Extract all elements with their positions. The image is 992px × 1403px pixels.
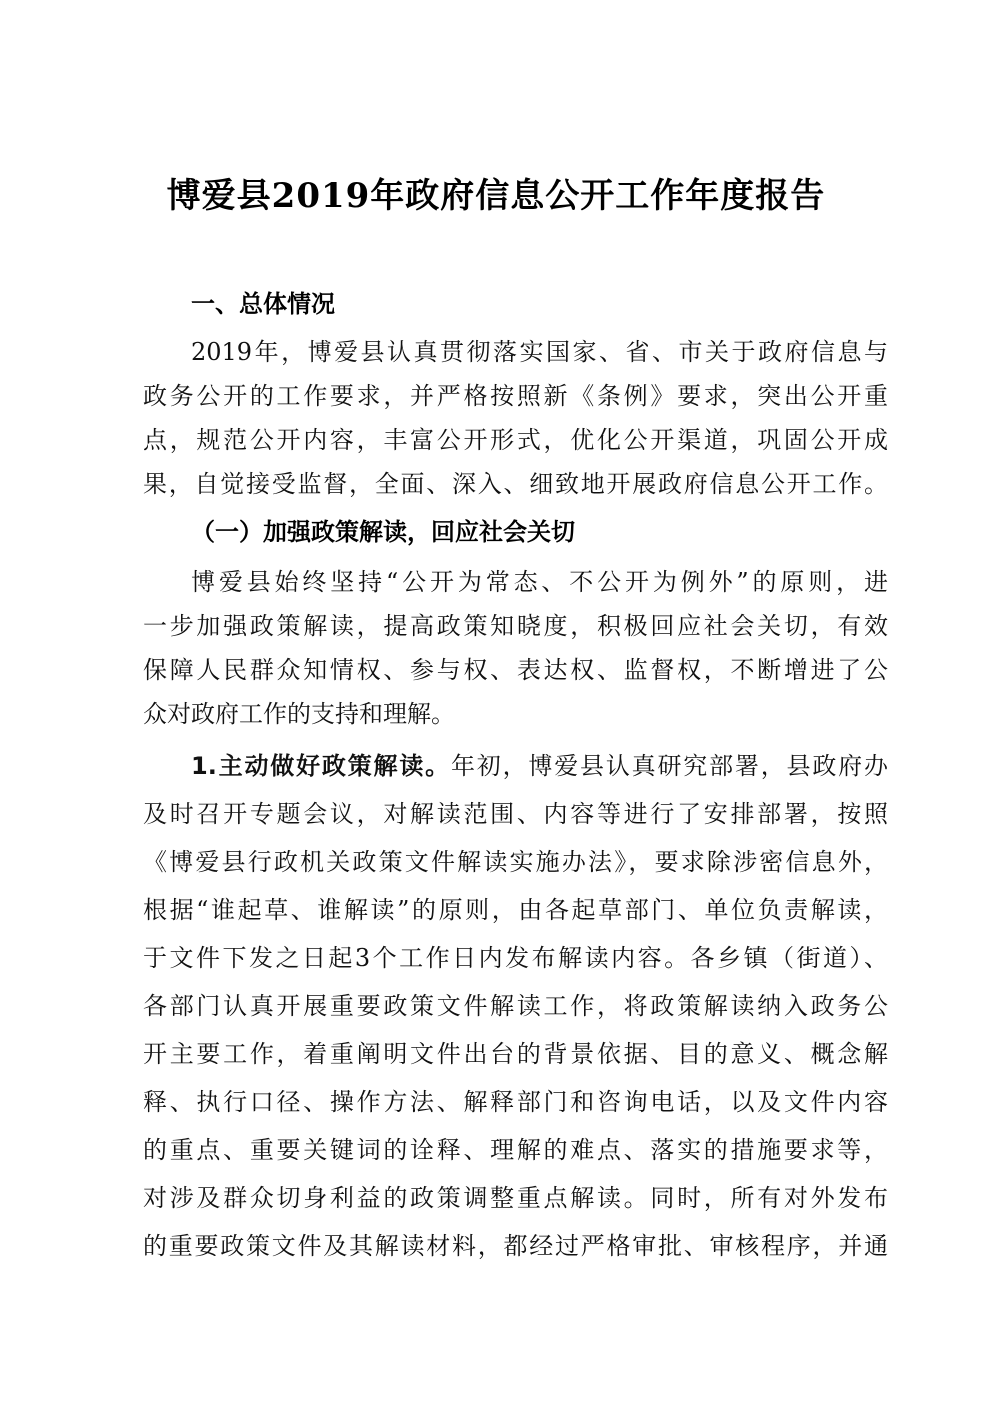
paragraph-lead-rest: 年初，博爱县认真研究部署，县政府办: [450, 752, 888, 780]
paragraph-line: 的重点、重要关键词的诠释、理解的难点、落实的措施要求等，: [143, 1136, 888, 1164]
paragraph-line: 一步加强政策解读，提高政策知晓度，积极回应社会关切，有效: [143, 612, 888, 640]
paragraph-line: 开主要工作，着重阐明文件出台的背景依据、目的意义、概念解: [143, 1040, 888, 1068]
paragraph-line-lead: [191, 744, 888, 788]
document-title: 博爱县2019年政府信息公开工作年度报告: [166, 176, 826, 216]
paragraph-line: 各部门认真开展重要政策文件解读工作，将政策解读纳入政务公: [143, 992, 888, 1020]
paragraph-line: 及时召开专题会议，对解读范围、内容等进行了安排部署，按照: [143, 800, 888, 828]
paragraph-line: 众对政府工作的支持和理解。: [143, 700, 455, 728]
paragraph-line: 政务公开的工作要求，并严格按照新《条例》要求，突出公开重: [143, 382, 888, 410]
subheading-policy-interpretation: （一）加强政策解读，回应社会关切: [191, 518, 575, 546]
paragraph-lead-bold: 1.主动做好政策解读。: [191, 752, 451, 780]
paragraph-line: 于文件下发之日起3个工作日内发布解读内容。各乡镇（街道）、: [143, 944, 888, 972]
paragraph-line: 点，规范公开内容，丰富公开形式，优化公开渠道，巩固公开成: [143, 426, 888, 454]
paragraph-line: 《博爱县行政机关政策文件解读实施办法》，要求除涉密信息外，: [143, 848, 888, 876]
paragraph-line: 果，自觉接受监督，全面、深入、细致地开展政府信息公开工作。: [143, 470, 888, 498]
section-heading-overview: 一、总体情况: [191, 290, 335, 318]
paragraph-line: 保障人民群众知情权、参与权、表达权、监督权，不断增进了公: [143, 656, 888, 684]
paragraph-line: 的重要政策文件及其解读材料，都经过严格审批、审核程序，并通: [143, 1232, 888, 1260]
paragraph-line: 对涉及群众切身利益的政策调整重点解读。同时，所有对外发布: [143, 1184, 888, 1212]
paragraph-line: 2019年，博爱县认真贯彻落实国家、省、市关于政府信息与: [191, 338, 888, 366]
paragraph-line: 博爱县始终坚持“公开为常态、不公开为例外”的原则，进: [191, 568, 888, 596]
paragraph-line: 释、执行口径、操作方法、解释部门和咨询电话，以及文件内容: [143, 1088, 888, 1116]
paragraph-line: 根据“谁起草、谁解读”的原则，由各起草部门、单位负责解读，: [143, 896, 888, 924]
